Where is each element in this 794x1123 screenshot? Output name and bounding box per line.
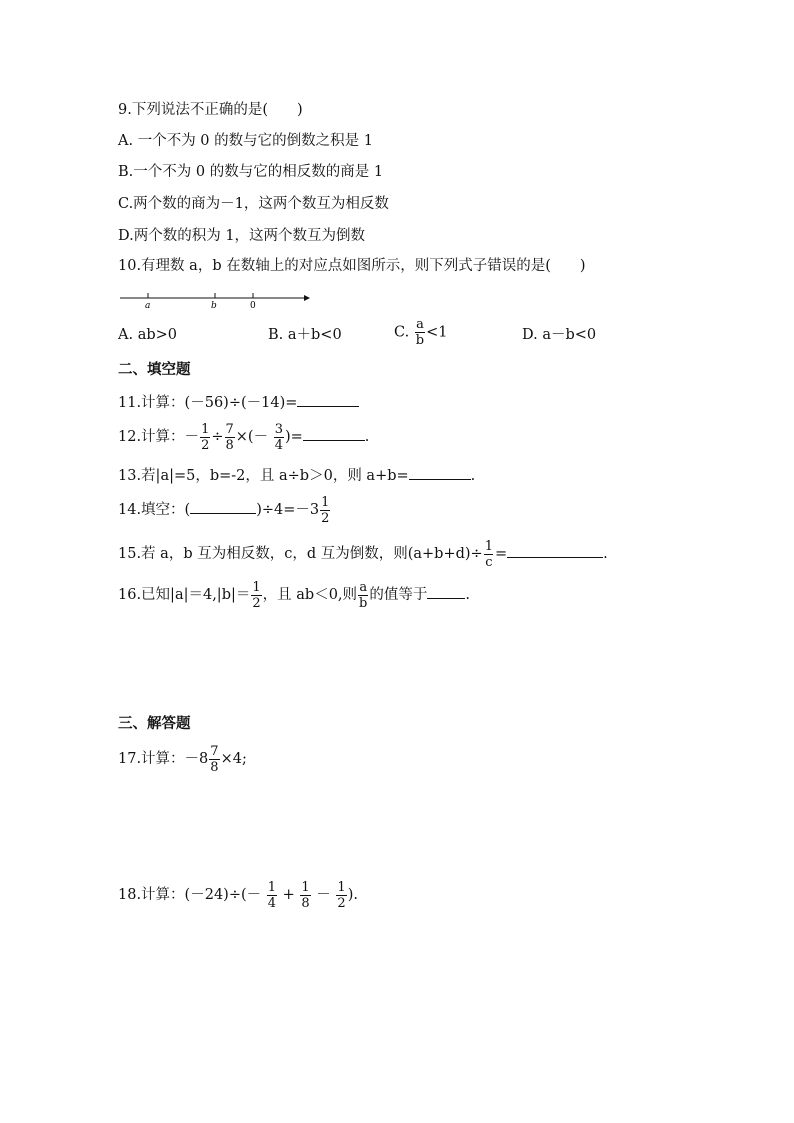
fraction-denominator: 2 bbox=[321, 510, 330, 526]
fraction-denominator: 8 bbox=[225, 437, 234, 453]
q12-answer-blank[interactable] bbox=[303, 426, 365, 441]
q15 bbox=[118, 537, 608, 571]
label-a: a bbox=[145, 301, 151, 310]
fraction-numerator: a bbox=[416, 317, 424, 332]
q16-suffix: 的值等于 bbox=[369, 587, 428, 603]
q10-option-d: D. a－b<0 bbox=[522, 327, 597, 343]
q14-middle: )÷4=－3 bbox=[256, 502, 320, 518]
q12-op1: ÷ bbox=[211, 429, 224, 445]
label-zero: 0 bbox=[250, 301, 256, 310]
fraction-denominator: 2 bbox=[252, 595, 261, 611]
q18 bbox=[118, 878, 358, 912]
q9-option-b: B.一个不为 0 的数与它的相反数的商是 1 bbox=[118, 164, 384, 180]
q12-end: . bbox=[364, 429, 370, 445]
section-fill-in-heading: 二、填空题 bbox=[118, 362, 191, 378]
q17-prefix: 17.计算：－8 bbox=[118, 751, 209, 767]
q18-op2: － bbox=[311, 887, 336, 903]
fraction-numerator: 1 bbox=[201, 421, 210, 437]
q10-stem: 10.有理数 a，b 在数轴上的对应点如图所示，则下列式子错误的是( ) bbox=[118, 258, 586, 274]
q18-fraction-2 bbox=[300, 880, 310, 911]
q16-fraction-1 bbox=[251, 580, 261, 611]
fraction-denominator: 2 bbox=[201, 437, 210, 453]
q10-option-c-prefix: C. bbox=[394, 324, 410, 341]
q10-option-c bbox=[394, 317, 448, 348]
label-b: b bbox=[211, 301, 217, 310]
q10-option-b: B. a＋b<0 bbox=[268, 327, 342, 343]
q14 bbox=[118, 493, 331, 527]
q18-suffix: ). bbox=[347, 887, 358, 903]
number-line-arrow-icon bbox=[304, 295, 310, 301]
q10-option-c-suffix: <1 bbox=[426, 324, 448, 341]
q16-answer-blank[interactable] bbox=[427, 584, 465, 599]
q11-text: 11.计算：(－56)÷(－14)= bbox=[118, 395, 298, 411]
fraction-denominator: 4 bbox=[274, 437, 283, 453]
fraction-denominator: b bbox=[415, 333, 425, 348]
q13-answer-blank[interactable] bbox=[409, 465, 471, 480]
fraction-numerator: 1 bbox=[321, 494, 330, 510]
fraction-numerator: a bbox=[359, 579, 368, 595]
q9-stem: 9.下列说法不正确的是( ) bbox=[118, 102, 303, 118]
q17-fraction bbox=[209, 744, 219, 775]
fraction-numerator: 1 bbox=[337, 879, 346, 895]
q14-fraction bbox=[320, 495, 330, 526]
q9-option-a: A. 一个不为 0 的数与它的倒数之积是 1 bbox=[118, 133, 373, 149]
fraction-numerator: 1 bbox=[301, 879, 310, 895]
fraction-numerator: 1 bbox=[484, 538, 493, 554]
q14-answer-blank[interactable] bbox=[190, 499, 256, 514]
q12 bbox=[118, 420, 369, 454]
q12-fraction-1 bbox=[200, 422, 210, 453]
q16-middle: ，且 ab＜0,则 bbox=[262, 587, 358, 603]
q13-text: 13.若|a|=5，b=-2，且 a÷b＞0，则 a+b= bbox=[118, 468, 409, 484]
q12-prefix: 12.计算：－ bbox=[118, 429, 200, 445]
q12-fraction-2 bbox=[225, 422, 235, 453]
q18-fraction-3 bbox=[336, 880, 346, 911]
q18-prefix: 18.计算：(－24)÷(－ bbox=[118, 887, 266, 903]
fraction-denominator: 2 bbox=[337, 895, 346, 911]
fraction-denominator: 4 bbox=[267, 895, 277, 911]
q9-option-d: D.两个数的积为 1，这两个数互为倒数 bbox=[118, 228, 366, 244]
q16-fraction-2 bbox=[358, 580, 368, 611]
q11 bbox=[118, 392, 359, 413]
fraction-a-over-b bbox=[415, 317, 425, 348]
q16-prefix: 16.已知|a|＝4,|b|＝ bbox=[118, 587, 251, 603]
q18-fraction-1 bbox=[267, 880, 277, 911]
q13 bbox=[118, 465, 475, 486]
q17 bbox=[118, 742, 247, 776]
q15-answer-blank[interactable] bbox=[507, 543, 603, 558]
fraction-denominator: c bbox=[485, 554, 493, 570]
q12-suffix: )= bbox=[284, 429, 303, 445]
fraction-numerator: 1 bbox=[252, 579, 261, 595]
q18-op1: + bbox=[278, 887, 300, 903]
q14-prefix: 14.填空：( bbox=[118, 502, 191, 518]
q17-suffix: ×4; bbox=[220, 751, 247, 767]
q12-fraction-3 bbox=[274, 422, 284, 453]
fraction-numerator: 1 bbox=[267, 879, 277, 895]
section-solve-heading: 三、解答题 bbox=[118, 716, 191, 732]
fraction-numerator: 7 bbox=[210, 743, 219, 759]
q16-end: . bbox=[465, 587, 470, 603]
fraction-denominator: 8 bbox=[301, 895, 310, 911]
q11-answer-blank[interactable] bbox=[297, 392, 359, 407]
q15-suffix: = bbox=[494, 546, 508, 562]
q16 bbox=[118, 578, 470, 612]
q9-option-c: C.两个数的商为－1，这两个数互为相反数 bbox=[118, 196, 389, 212]
fraction-numerator: 3 bbox=[274, 421, 283, 437]
q15-fraction bbox=[484, 539, 494, 570]
number-line-figure bbox=[118, 288, 318, 310]
q15-end: . bbox=[603, 546, 608, 562]
q12-op2: ×(－ bbox=[235, 429, 273, 445]
fraction-denominator: b bbox=[359, 595, 368, 611]
q15-prefix: 15.若 a，b 互为相反数，c，d 互为倒数，则(a+b+d)÷ bbox=[118, 546, 483, 562]
fraction-numerator: 7 bbox=[225, 421, 234, 437]
q10-option-a: A. ab>0 bbox=[118, 327, 177, 343]
q13-end: . bbox=[470, 468, 476, 484]
fraction-denominator: 8 bbox=[210, 759, 219, 775]
